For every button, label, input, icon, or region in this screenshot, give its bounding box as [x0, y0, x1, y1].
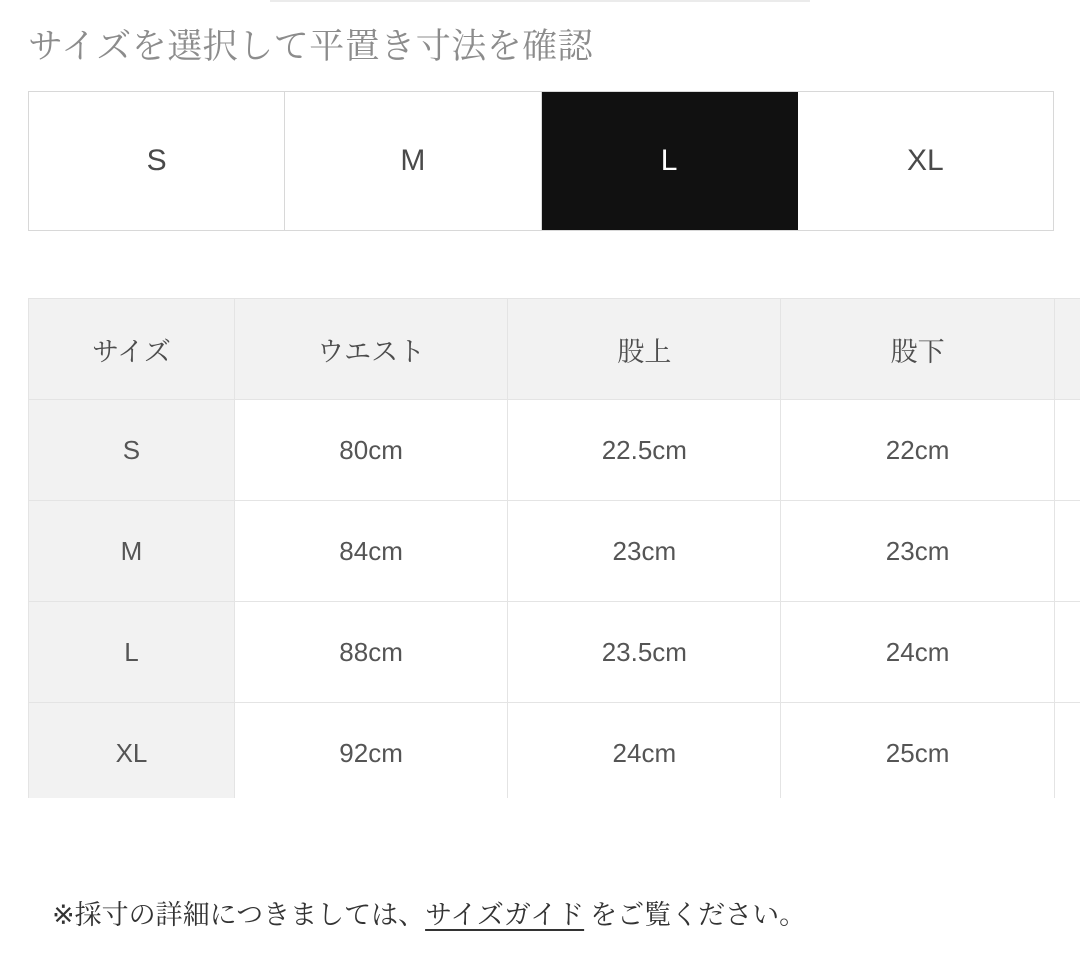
- size-option-m[interactable]: M: [285, 92, 541, 230]
- cell-inseam: 24cm: [781, 602, 1054, 703]
- measurement-table: [28, 298, 1080, 798]
- size-selector[interactable]: [28, 91, 1054, 231]
- size-guide-link[interactable]: サイズガイド: [425, 900, 585, 930]
- cell-inseam: 22cm: [781, 400, 1054, 501]
- top-divider: [270, 0, 810, 2]
- column-header-inseam: 股下: [781, 299, 1054, 400]
- cell-size: L: [29, 602, 235, 703]
- cell-inseam: 23cm: [781, 501, 1054, 602]
- cell-waist: 88cm: [234, 602, 507, 703]
- column-header-size: サイズ: [29, 299, 235, 400]
- page-title: サイズを選択して平置き寸法を確認: [28, 27, 594, 66]
- cell-size: XL: [29, 703, 235, 799]
- table-row: [29, 400, 1080, 501]
- cell-overflow: [1054, 602, 1080, 703]
- table-row: [29, 602, 1080, 703]
- size-option-xl[interactable]: XL: [798, 92, 1053, 230]
- column-header-rise: 股上: [508, 299, 781, 400]
- cell-rise: 22.5cm: [508, 400, 781, 501]
- size-option-l[interactable]: L: [542, 92, 798, 230]
- table-header-row: [29, 299, 1080, 400]
- cell-rise: 23.5cm: [508, 602, 781, 703]
- cell-overflow: [1054, 703, 1080, 799]
- footnote-suffix: をご覧ください。: [590, 900, 807, 930]
- cell-waist: 80cm: [234, 400, 507, 501]
- cell-size: M: [29, 501, 235, 602]
- measurement-table-wrapper: [28, 298, 1080, 798]
- cell-overflow: [1054, 400, 1080, 501]
- cell-inseam: 25cm: [781, 703, 1054, 799]
- table-row: [29, 703, 1080, 799]
- cell-size: S: [29, 400, 235, 501]
- size-option-s[interactable]: S: [29, 92, 285, 230]
- column-header-waist: ウエスト: [234, 299, 507, 400]
- cell-overflow: [1054, 501, 1080, 602]
- column-header-overflow: [1054, 299, 1080, 400]
- cell-waist: 84cm: [234, 501, 507, 602]
- footnote-prefix: ※採寸の詳細につきましては、: [52, 900, 426, 930]
- cell-waist: 92cm: [234, 703, 507, 799]
- cell-rise: 24cm: [508, 703, 781, 799]
- cell-rise: 23cm: [508, 501, 781, 602]
- table-row: [29, 501, 1080, 602]
- footnote: [52, 893, 806, 932]
